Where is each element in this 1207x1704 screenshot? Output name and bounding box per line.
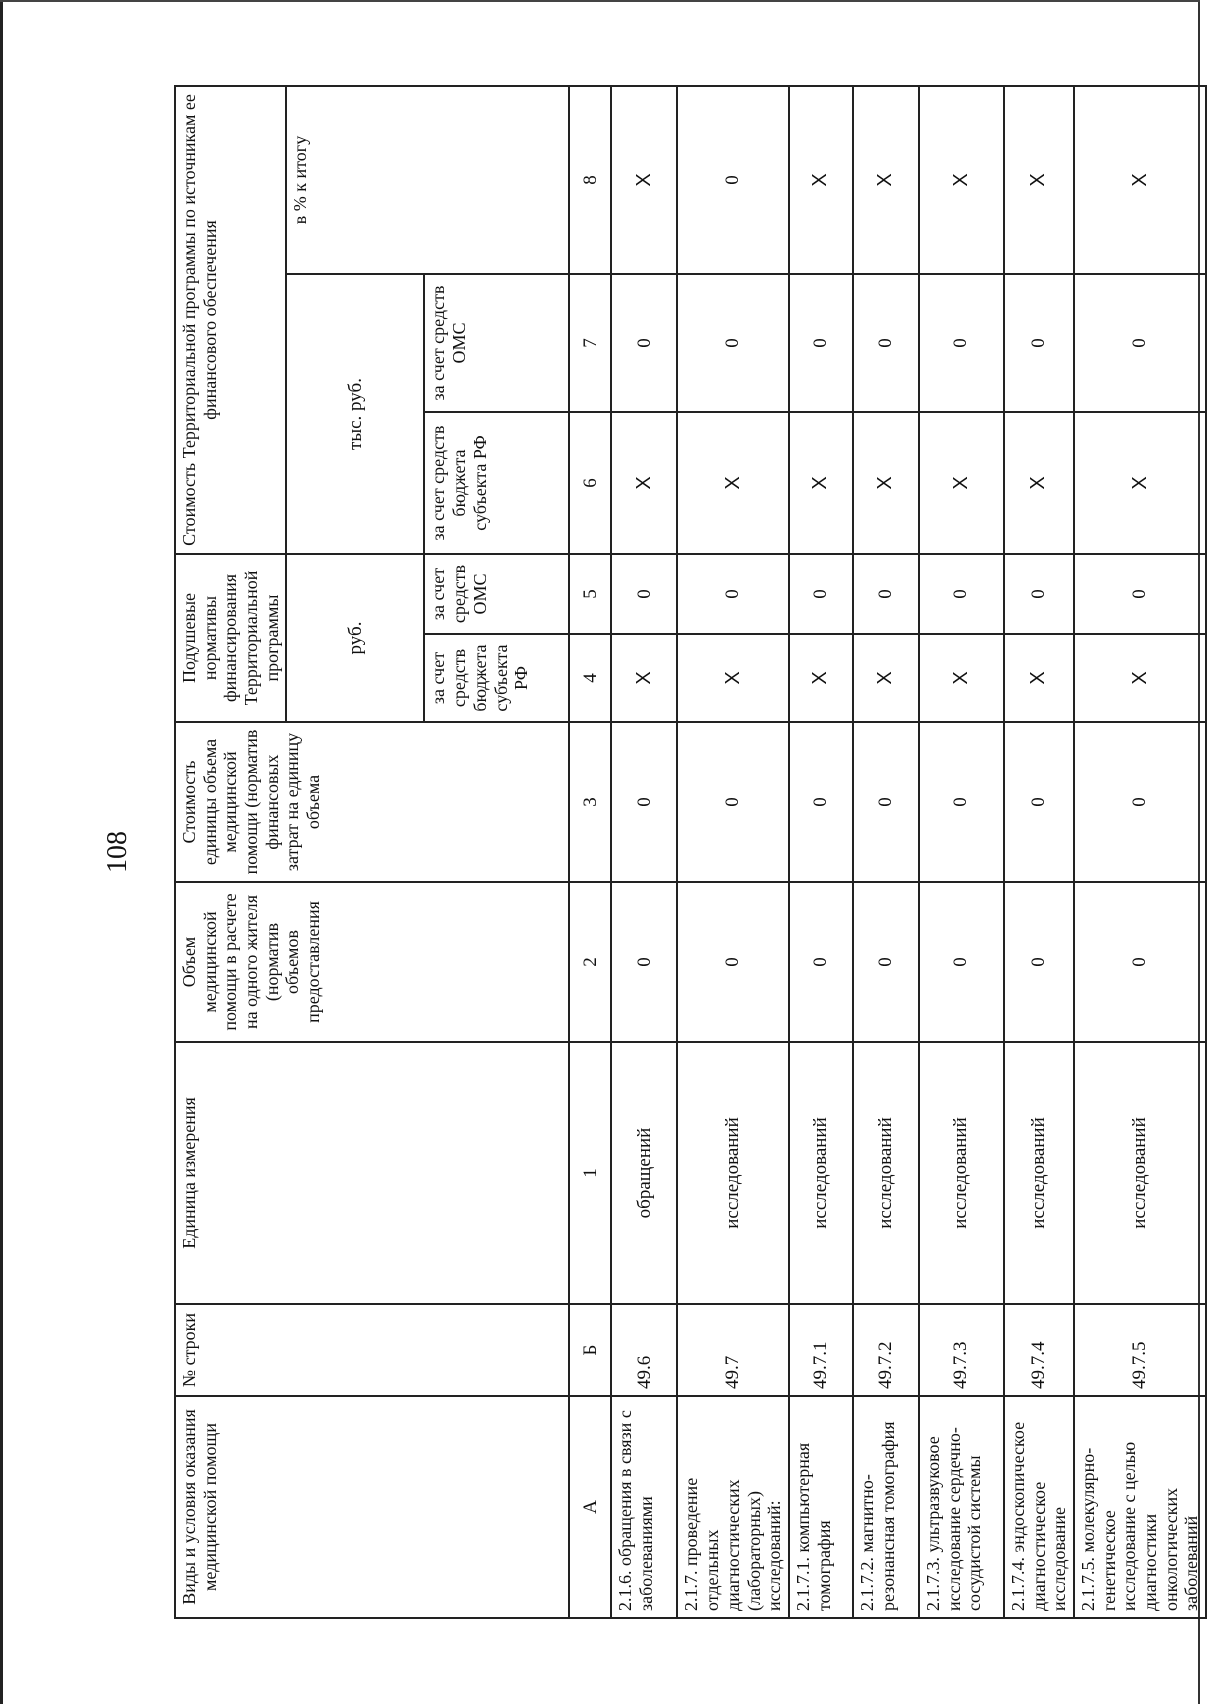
table-row (853, 86, 919, 1618)
row-name: 2.1.7.4. эндоскопическое диагностическое исследование (1004, 1396, 1074, 1618)
row-unit: исследований (919, 1042, 1004, 1304)
row-unit: исследований (789, 1042, 853, 1304)
row-c4: Х (853, 634, 919, 722)
header-group-norm-unit: руб. (286, 554, 424, 722)
row-c3: 0 (677, 722, 788, 882)
row-c4: Х (1004, 634, 1074, 722)
row-c7: 0 (1004, 274, 1074, 412)
row-code: 49.7.1 (789, 1304, 853, 1396)
row-c8: Х (1004, 86, 1074, 274)
row-c7: 0 (853, 274, 919, 412)
header-col-a: Виды и условия оказания медицинской помощи (175, 1396, 569, 1618)
table-viewport (174, 87, 1202, 1619)
column-number: А (569, 1396, 611, 1618)
row-c8: Х (919, 86, 1004, 274)
row-c8: Х (611, 86, 677, 274)
header-group-cost-unit: тыс. руб. (286, 274, 424, 554)
header-col-2: Объем медицинской помощи в расчете на одного жителя (норматив объемов предоставления (175, 882, 569, 1042)
row-code: 49.6 (611, 1304, 677, 1396)
row-unit: исследований (1004, 1042, 1074, 1304)
row-c4: Х (1074, 634, 1206, 722)
row-c7: 0 (919, 274, 1004, 412)
header-col-7: за счет средств ОМС (424, 274, 569, 412)
column-number: 8 (569, 86, 611, 274)
row-c4: Х (611, 634, 677, 722)
row-c6: Х (1074, 412, 1206, 554)
row-name: 2.1.6. обращения в связи с заболеваниями (611, 1396, 677, 1618)
table-row (789, 86, 853, 1618)
row-c3: 0 (789, 722, 853, 882)
row-c3: 0 (919, 722, 1004, 882)
header-col-8: в % к итогу (286, 86, 569, 274)
header-col-3: Стоимость единицы объема медицинской помощи (норматив финансовых затрат на единицу объема (175, 722, 569, 882)
column-number: Б (569, 1304, 611, 1396)
row-code: 49.7.3 (919, 1304, 1004, 1396)
row-c5: 0 (1004, 554, 1074, 634)
row-name: 2.1.7. проведение отдельных диагностических (лабораторных) исследований: (677, 1396, 788, 1618)
row-c3: 0 (611, 722, 677, 882)
row-c4: Х (677, 634, 788, 722)
row-c5: 0 (919, 554, 1004, 634)
program-cost-table (174, 85, 1207, 1619)
row-code: 49.7 (677, 1304, 788, 1396)
row-c4: Х (789, 634, 853, 722)
row-c8: Х (853, 86, 919, 274)
row-c2: 0 (1074, 882, 1206, 1042)
row-c6: Х (919, 412, 1004, 554)
row-c2: 0 (919, 882, 1004, 1042)
page-number: 108 (102, 831, 133, 873)
row-code: 49.7.4 (1004, 1304, 1074, 1396)
column-number: 1 (569, 1042, 611, 1304)
row-c2: 0 (611, 882, 677, 1042)
row-name: 2.1.7.5. молекулярно-генетическое исследование с целью диагностики онкологических заболеваний (1074, 1396, 1206, 1618)
scan-edge-top (0, 0, 1200, 2)
column-number: 7 (569, 274, 611, 412)
row-c6: Х (1004, 412, 1074, 554)
row-c5: 0 (1074, 554, 1206, 634)
column-number: 2 (569, 882, 611, 1042)
row-c6: Х (611, 412, 677, 554)
table-row (677, 86, 788, 1618)
row-name: 2.1.7.3. ультразвуковое исследование сердечно-сосудистой системы (919, 1396, 1004, 1618)
rotated-table-container (174, 87, 1202, 1619)
column-number: 6 (569, 412, 611, 554)
row-c2: 0 (677, 882, 788, 1042)
header-col-5: за счет средств ОМС (424, 554, 569, 634)
row-unit: исследований (677, 1042, 788, 1304)
row-c3: 0 (853, 722, 919, 882)
row-code: 49.7.2 (853, 1304, 919, 1396)
row-c5: 0 (677, 554, 788, 634)
row-name: 2.1.7.2. магнитно-резонансная томография (853, 1396, 919, 1618)
header-col-b: № строки (175, 1304, 569, 1396)
header-col-4: за счет средств бюджета субъекта РФ (424, 634, 569, 722)
column-number: 5 (569, 554, 611, 634)
row-c3: 0 (1004, 722, 1074, 882)
row-c6: Х (789, 412, 853, 554)
row-c7: 0 (1074, 274, 1206, 412)
table-row (611, 86, 677, 1618)
scan-edge-left (0, 0, 3, 1704)
row-c5: 0 (611, 554, 677, 634)
row-c8: 0 (677, 86, 788, 274)
row-c7: 0 (611, 274, 677, 412)
row-c2: 0 (1004, 882, 1074, 1042)
column-number: 4 (569, 634, 611, 722)
header-col-1: Единица измерения (175, 1042, 569, 1304)
row-code: 49.7.5 (1074, 1304, 1206, 1396)
row-c3: 0 (1074, 722, 1206, 882)
column-number-row (569, 86, 611, 1618)
header-group-cost: Стоимость Территориальной программы по источникам ее финансового обеспечения (175, 86, 286, 554)
table-row (1004, 86, 1074, 1618)
row-name: 2.1.7.1. компьютерная томография (789, 1396, 853, 1618)
row-c6: Х (677, 412, 788, 554)
row-c2: 0 (853, 882, 919, 1042)
row-c8: Х (1074, 86, 1206, 274)
row-c4: Х (919, 634, 1004, 722)
row-unit: исследований (853, 1042, 919, 1304)
row-unit: обращений (611, 1042, 677, 1304)
row-c6: Х (853, 412, 919, 554)
row-c7: 0 (677, 274, 788, 412)
row-c2: 0 (789, 882, 853, 1042)
row-c5: 0 (789, 554, 853, 634)
row-c7: 0 (789, 274, 853, 412)
table-row (919, 86, 1004, 1618)
row-c5: 0 (853, 554, 919, 634)
table-row (1074, 86, 1206, 1618)
header-group-norm: Подушевые нормативы финансирования Территориальной программы (175, 554, 286, 722)
header-col-6: за счет средств бюджета субъекта РФ (424, 412, 569, 554)
column-number: 3 (569, 722, 611, 882)
row-c8: Х (789, 86, 853, 274)
row-unit: исследований (1074, 1042, 1206, 1304)
